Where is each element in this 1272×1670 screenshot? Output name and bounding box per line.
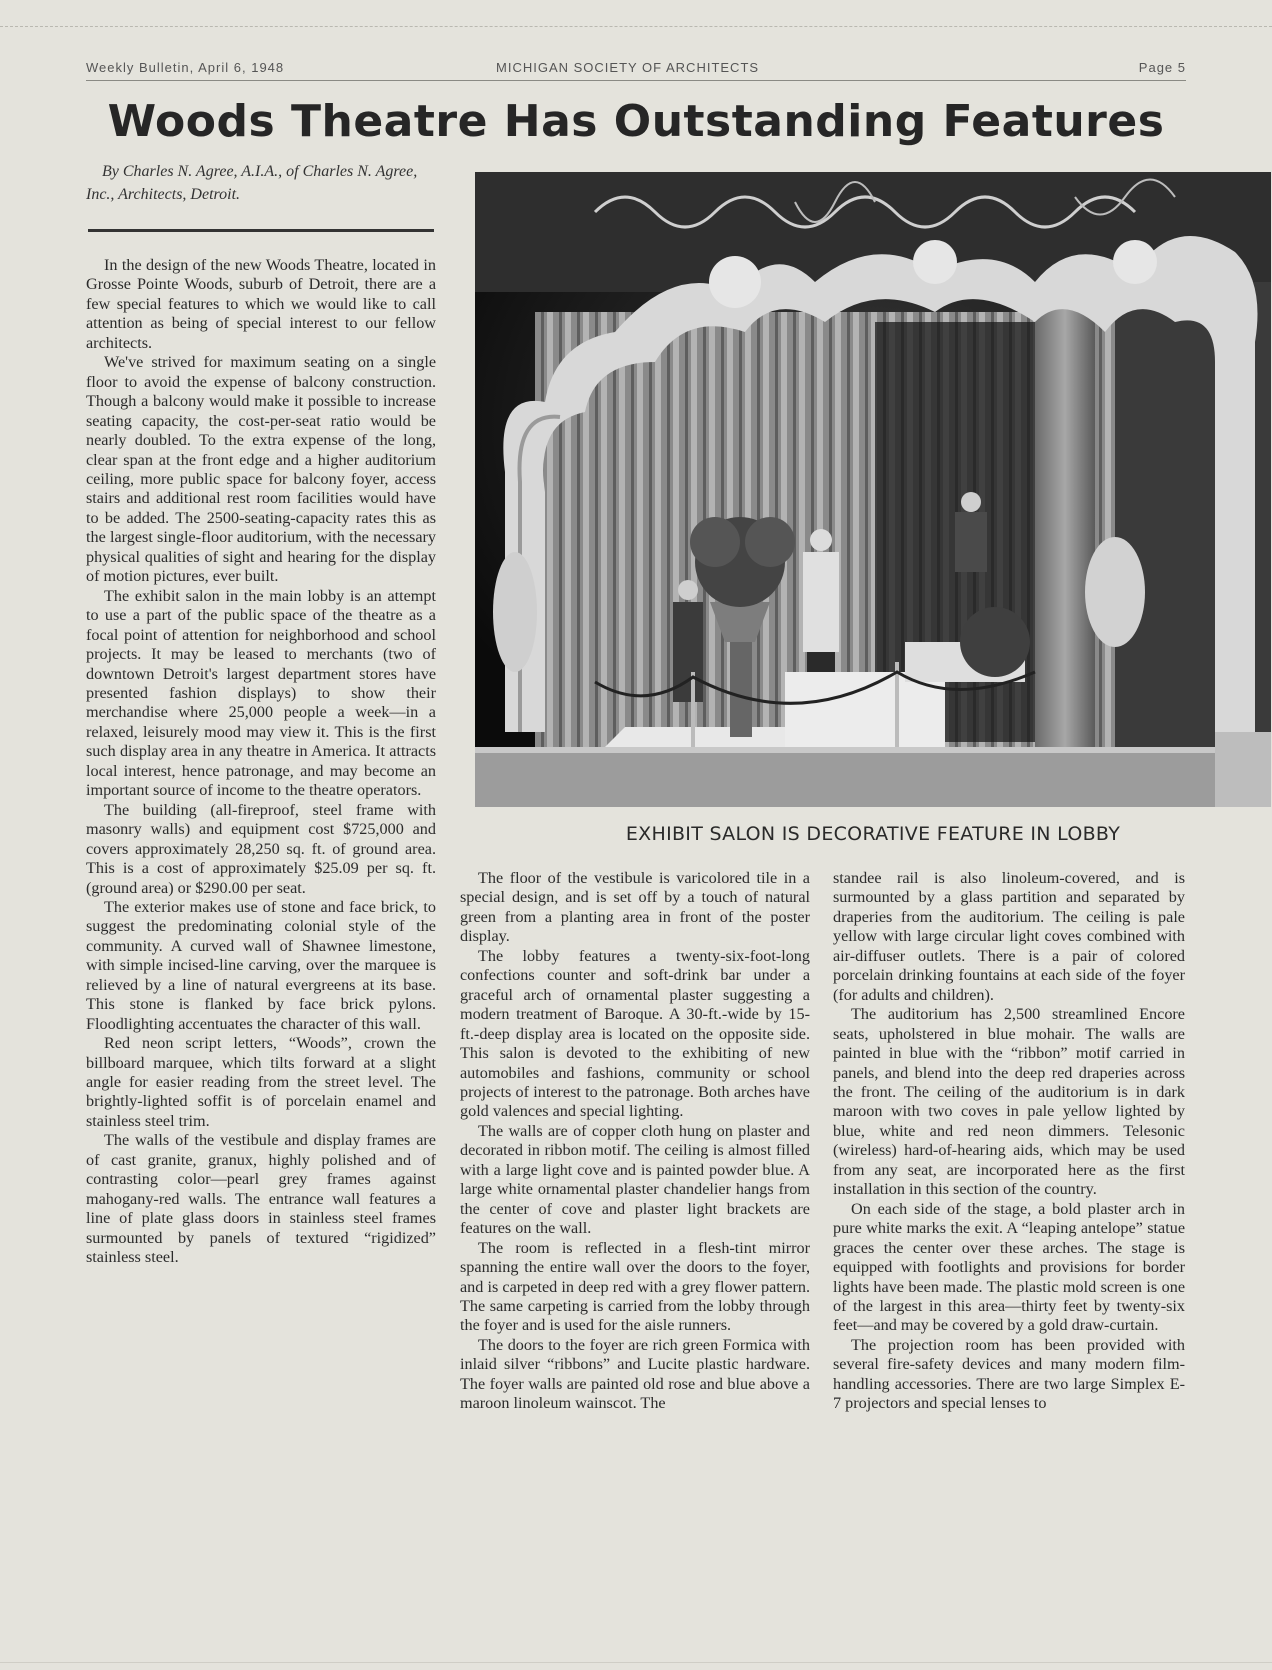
photo-caption: EXHIBIT SALON IS DECORATIVE FEATURE IN LOBBY <box>625 823 1121 845</box>
paragraph: The exterior makes use of stone and face brick, to suggest the predominating colonial style of the community. A curved wall of Shawnee limestone, with simple incised-line carving, over the marquee is relieved by a line of natural evergreens at its base. This stone is flanked by face brick pylons. Floodlighting accentuates the character of this wall. <box>86 897 436 1033</box>
article-headline: Woods Theatre Has Outstanding Features <box>107 96 1165 147</box>
page-top-edge <box>0 26 1272 27</box>
paragraph: On each side of the stage, a bold plaster arch in pure white marks the exit. A “leaping antelope” statue graces the center over these arches. The stage is equipped with footlights and provisions for border lights have been made. The plastic mold screen is one of the largest in this area—thirty feet by twenty-six feet—and may be covered by a gold draw-curtain. <box>833 1199 1185 1335</box>
running-header <box>86 60 1186 82</box>
page-bottom-edge <box>0 1662 1272 1663</box>
paragraph: The projection room has been provided with several fire-safety devices and many modern film-handling accessories. There are two large Simplex E-7 projectors and special lenses to <box>833 1335 1185 1413</box>
paragraph: In the design of the new Woods Theatre, located in Grosse Pointe Woods, suburb of Detroit, there are a few special features to which we would like to call attention as being of special interest to our fellow architects. <box>86 256 436 352</box>
paragraph: The floor of the vestibule is varicolored tile in a special design, and is set off by a touch of natural green from a planting area in front of the poster display. <box>460 869 810 946</box>
article-column-1 <box>86 256 436 1268</box>
paragraph: standee rail is also linoleum-covered, and is surmounted by a glass partition and separated by draperies from the auditorium. The ceiling is pale yellow with large circular light coves combined with air-diffuser outlets. There is a pair of colored porcelain drinking fountains at each side of the foyer (for adults and children). <box>833 869 1185 1004</box>
article-column-3 <box>833 869 1185 1414</box>
header-issue-date: Weekly Bulletin, April 6, 1948 <box>86 60 285 75</box>
paragraph: Red neon script letters, “Woods”, crown the billboard marquee, which tilts forward at a slight angle for easier reading from the street level. The brightly-lighted soffit is of porcelain enamel and stainless steel trim. <box>86 1034 436 1130</box>
exhibit-salon-photo <box>475 172 1271 807</box>
paragraph: The walls are of copper cloth hung on plaster and decorated in ribbon motif. The ceiling is almost filled with a large light cove and is painted powder blue. A large white ornamental plaster chandelier hangs from the center of cove and plaster light brackets are features on the wall. <box>460 1121 810 1238</box>
paragraph: We've strived for maximum seating on a single floor to avoid the expense of balcony construction. Though a balcony would make it possible to increase seating capacity, the cost-per-seat ratio would be nearly doubled. To the extra expense of the long, clear span at the front edge and a higher auditorium ceiling, more public space for balcony foyer, access stairs and additional rest room facilities would have to be added. The 2500-seating-capacity rates this as the largest single-floor auditorium, with the necessary physical qualities of sight and hearing for the display of motion pictures, ever built. <box>86 353 436 586</box>
paragraph: The room is reflected in a flesh-tint mirror spanning the entire wall over the doors to the foyer, and is carpeted in deep red with a grey flower pattern. The same carpeting is carried from the lobby through the foyer and is used for the aisle runners. <box>460 1238 810 1335</box>
byline-divider <box>88 229 434 232</box>
article-column-2 <box>460 869 810 1414</box>
header-page-number: Page 5 <box>1138 60 1186 75</box>
paragraph: The exhibit salon in the main lobby is an attempt to use a part of the public space of the theatre as a focal point of attention for neighborhood and school projects. It may be leased to merchants (two of downtown Detroit's largest department stores have presented fashion displays) to show their merchandise where 25,000 people a week—in a relaxed, leisurely mood may view it. This is the first such display area in any theatre in America. It attracts local interest, hence patronage, and may become an important source of income to the theatre operators. <box>86 586 436 800</box>
article-byline: By Charles N. Agree, A.I.A., of Charles N. Agree, Inc., Architects, Detroit. <box>86 163 418 203</box>
header-rule <box>86 80 1186 81</box>
paragraph: The walls of the vestibule and display frames are of cast granite, granux, highly polished and of contrasting color—pearl grey frames against mahogany-red walls. The entrance wall features a line of plate glass doors in stainless steel frames surmounted by panels of textured “rigidized” stainless steel. <box>86 1131 436 1267</box>
paragraph: The lobby features a twenty-six-foot-long confections counter and soft-drink bar under a graceful arch of ornamental plaster suggesting a modern treatment of Baroque. A 30-ft.-wide by 15-ft.-deep display area is located on the opposite side. This salon is devoted to the exhibiting of new automobiles and fashions, community or school projects of interest to the patronage. Both arches have gold valences and special lighting. <box>460 946 810 1121</box>
paragraph: The auditorium has 2,500 streamlined Encore seats, upholstered in blue mohair. The walls are painted in blue with the “ribbon” motif carried in panels, and blend into the deep red draperies across the front. The ceiling of the auditorium is in dark maroon with two coves in pale yellow lighted by blue, white and red neon dimmers. Telesonic (wireless) hard-of-hearing aids, which may be used from any seat, are incorporated here as the first installation in this section of the country. <box>833 1005 1185 1199</box>
paragraph: The doors to the foyer are rich green Formica with inlaid silver “ribbons” and Lucite plastic hardware. The foyer walls are painted old rose and blue above a maroon linoleum wainscot. The <box>460 1335 810 1413</box>
header-publication-name: MICHIGAN SOCIETY OF ARCHITECTS <box>496 60 760 75</box>
paragraph: The building (all-fireproof, steel frame with masonry walls) and equipment cost $725,000 and covers approximately 28,250 sq. ft. of ground area. This is a cost of approximately $25.09 per sq. ft. (ground area) or $290.00 per seat. <box>86 800 436 897</box>
